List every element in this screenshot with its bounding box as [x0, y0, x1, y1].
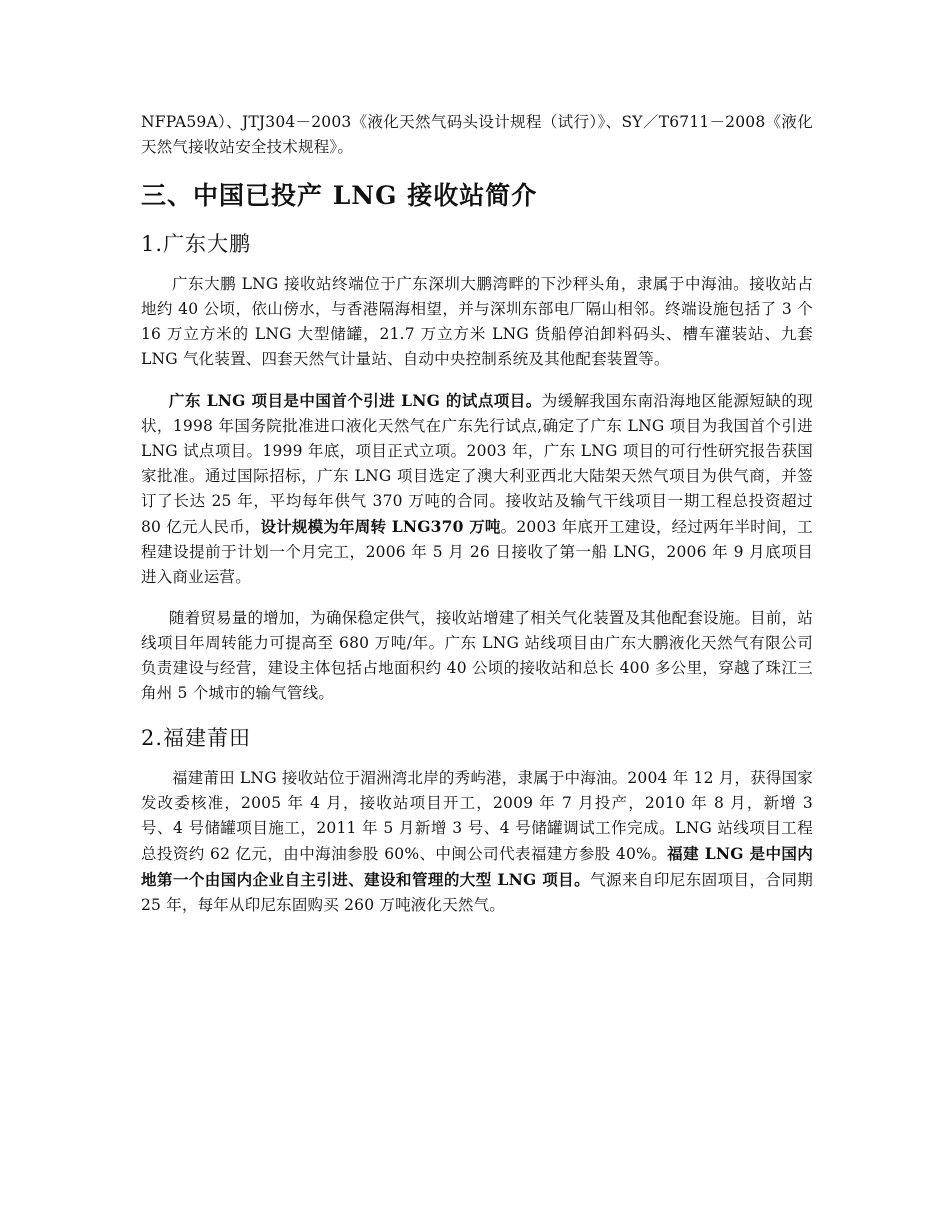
guangdong-paragraph-2-text-1: 为缓解我国东南沿海地区能源短缺的现状，1998 年国务院批准进口液化天然气在广东先行试点,确定了广东 LNG 项目为我国首个引进 LNG 试点项目。1999 年底，项目正式立项。2003 年，广东 LNG 项目的可行性研究报告获国家批准。通过国际招标，广东 LNG 项目选定了澳大利亚西北大陆架天然气项目为供气商，并签订了长达 25 年，平均每年供气 370 万吨的合同。接收站及输气干线项目一期工程总投资超过 80 亿元人民币， — [141, 392, 814, 536]
guangdong-paragraph-3: 随着贸易量的增加，为确保稳定供气，接收站增建了相关气化装置及其他配套设施。目前，站线项目年周转能力可提高至 680 万吨/年。广东 LNG 站线项目由广东大鹏液化天然气有限公司负责建设与经营，建设主体包括占地面积约 40 公顷的接收站和总长 400 多公里，穿越了珠江三角州 5 个城市的输气管线。 — [141, 609, 813, 702]
subsection-heading-fujian: 2.福建莆田 — [141, 726, 252, 750]
section-heading: 三、中国已投产 LNG 接收站简介 — [141, 181, 538, 210]
fujian-highlight: 福建 LNG 是中国内地第一个由国内企业自主引进、建设和管理的大型 LNG 项目。 — [141, 844, 814, 889]
intro-paragraph: NFPA59A）、JTJ304－2003《液化天然气码头设计规程（试行）》、SY／T6711－2008《液化天然气接收站安全技术规程》。 — [141, 113, 813, 156]
guangdong-paragraph-1: 广东大鹏 LNG 接收站终端位于广东深圳大鹏湾畔的下沙秤头角，隶属于中海油。接收站占地约 40 公顷，依山傍水，与香港隔海相望，并与深圳东部电厂隔山相邻。终端设施包括了 3 个 16 万立方米的 LNG 大型储罐，21.7 万立方米 LNG 货船停泊卸料码头、槽车灌装站、九套 LNG 气化装置、四套天然气计量站、自动中央控制系统及其他配套装置等。 — [141, 275, 813, 368]
subsection-heading-guangdong: 1.广东大鹏 — [141, 232, 252, 256]
document-page — [141, 110, 813, 934]
fujian-paragraph — [141, 766, 813, 918]
fujian-paragraph-text-1: 福建莆田 LNG 接收站位于湄洲湾北岸的秀屿港，隶属于中海油。2004 年 12 月，获得国家发改委核准，2005 年 4 月，接收站项目开工，2009 年 7 月投产，2010 年 8 月，新增 3 号、4 号储罐项目施工，2011 年 5 月新增 3 号、4 号储罐调试工作完成。LNG 站线项目工程总投资约 62 亿元，由中海油参股 60%、中闽公司代表福建方参股 40%。 — [141, 769, 813, 863]
guangdong-paragraph-2-text-2: 。2003 年底开工建设，经过两年半时间，工程建设提前于计划一个月完工，2006 年 5 月 26 日接收了第一船 LNG，2006 年 9 月底项目进入商业运营。 — [141, 518, 813, 586]
guangdong-highlight-2: 设计规模为年周转 LNG370 万吨 — [260, 517, 501, 536]
fujian-paragraph-text-2: 气源来自印尼东固项目，合同期 25 年，每年从印尼东固购买 260 万吨液化天然气。 — [141, 871, 813, 914]
guangdong-highlight-1: 广东 LNG 项目是中国首个引进 LNG 的试点项目。 — [168, 391, 542, 410]
guangdong-paragraph-2 — [141, 388, 813, 590]
